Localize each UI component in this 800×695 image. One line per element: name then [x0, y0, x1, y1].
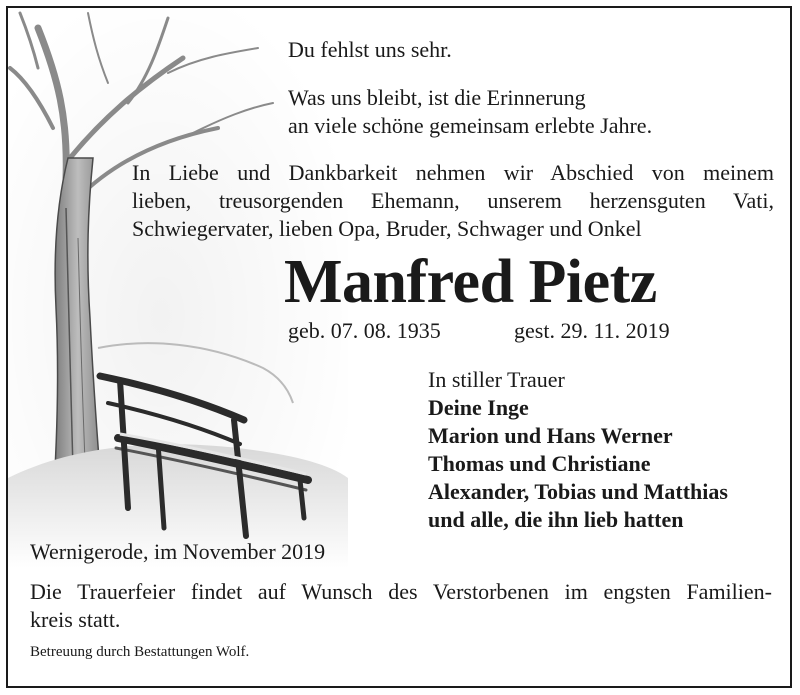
mourner-line: Deine Inge: [428, 395, 529, 420]
mourners-intro: In stiller Trauer: [428, 367, 565, 392]
quote-line-1: Du fehlst uns sehr.: [288, 37, 452, 62]
place-and-date: Wernigerode, im November 2019: [30, 539, 326, 564]
farewell-line-2: lieben, treusorgenden Ehemann, unserem herzensguten Vati,: [132, 188, 774, 213]
mourner-line: Thomas und Christiane: [428, 451, 651, 476]
quote-line-3: an viele schöne gemeinsam erlebte Jahre.: [288, 113, 653, 138]
death-date: gest. 29. 11. 2019: [514, 318, 670, 343]
deceased-name: Manfred Pietz: [284, 248, 657, 316]
quote-line-2: Was uns bleibt, ist die Erinnerung: [288, 85, 586, 110]
farewell-line-3: Schwiegervater, lieben Opa, Bruder, Schwager und Onkel: [132, 216, 642, 241]
obituary-notice: [6, 6, 792, 688]
funeral-line-2: kreis statt.: [30, 607, 121, 632]
mourner-line: und alle, die ihn lieb hatten: [428, 507, 684, 532]
mourner-line: Alexander, Tobias und Matthias: [428, 479, 728, 504]
mourner-line: Marion und Hans Werner: [428, 423, 673, 448]
farewell-line-1: In Liebe und Dankbarkeit nehmen wir Abschied von meinem: [132, 160, 774, 185]
birth-date: geb. 07. 08. 1935: [288, 318, 441, 343]
undertaker-credit: Betreuung durch Bestattungen Wolf.: [30, 644, 250, 660]
funeral-line-1: Die Trauerfeier findet auf Wunsch des Verstorbenen im engsten Familien-: [30, 579, 772, 604]
